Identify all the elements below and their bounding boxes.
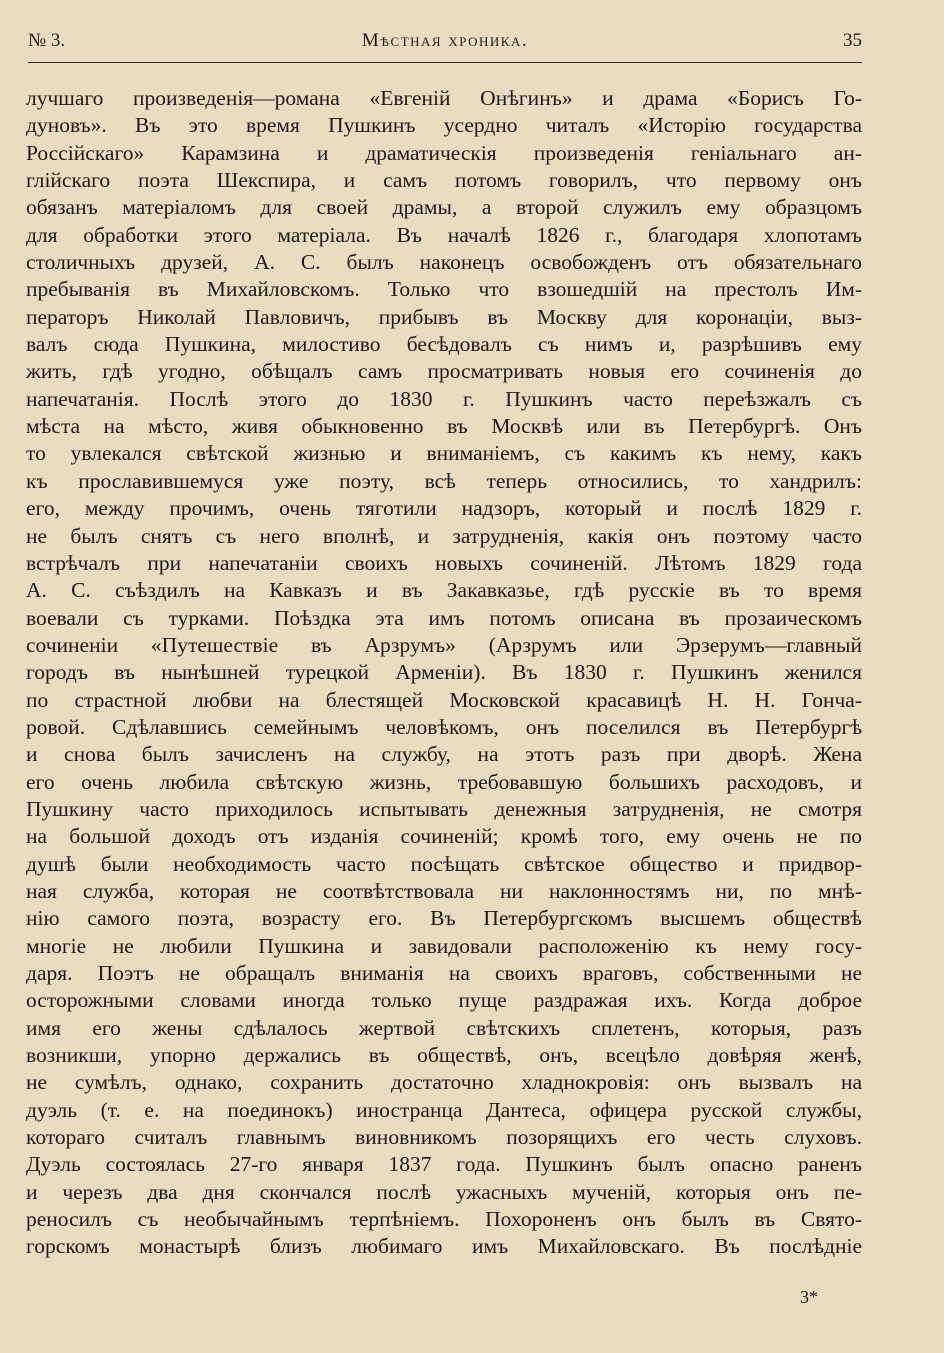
text-line: реносилъ съ необычайнымъ терпѣніемъ. Похороненъ онъ былъ въ Свято- [26,1207,862,1232]
text-line: дуновъ». Въ это время Пушкинъ усердно читалъ «Исторію государства [26,113,862,138]
text-line: мѣста на мѣсто, живя обыкновенно въ Москвѣ или въ Петербургѣ. Онъ [26,414,862,439]
text-line: котораго считалъ главнымъ виновникомъ позорящихъ его честь слуховъ. [26,1125,862,1150]
text-line: городъ въ нынѣшней турецкой Арменіи). Въ 1830 г. Пушкинъ женился [26,660,862,685]
text-line: душѣ были необходимость часто посѣщать свѣтское общество и придвор- [26,851,862,876]
page-number: 35 [843,30,862,51]
text-line: А. С. съѣздилъ на Кавказъ и въ Закавказье, гдѣ русскіе въ то время [26,578,862,603]
text-line: горскомъ монастырѣ близъ любимаго имъ Михайловскаго. Въ послѣдніе [26,1234,862,1259]
text-line: лучшаго произведенія—романа «Евгеній Онѣгинъ» и драма «Борисъ Го- [26,86,862,110]
text-line: его очень любила свѣтскую жизнь, требовавшую большихъ расходовъ, и [26,769,862,794]
text-line: Россійскаго» Карамзина и драматическія произведенія геніальнаго ан- [26,140,862,165]
text-line: жить, гдѣ угодно, обѣщалъ самъ просматривать новыя его сочиненія до [26,359,862,384]
text-line: на большой доходъ отъ изданія сочиненій; кромѣ того, ему очень не по [26,824,862,849]
text-line: не сумѣлъ, однако, сохранить достаточно хладнокровія: онъ вызвалъ на [26,1070,862,1095]
text-line: то увлекался свѣтской жизнью и вниманіемъ, съ какимъ къ нему, какъ [26,441,862,466]
text-line: возникши, упорно держались въ обществѣ, онъ, всецѣло довѣряя женѣ, [26,1043,862,1068]
text-line: осторожными словами иногда только пуще раздражая ихъ. Когда доброе [26,988,862,1013]
body-text [26,85,862,1261]
text-line: напечатанія. Послѣ этого до 1830 г. Пушкинъ часто переѣзжалъ съ [26,386,862,411]
text-line: по страстной любви на блестящей Московской красавицѣ Н. Н. Гонча- [26,687,862,712]
text-line: обязанъ матеріаломъ для своей драмы, а второй служилъ ему образцомъ [26,195,862,220]
printer-signature: 3* [800,1287,818,1307]
text-line: валъ сюда Пушкина, милостиво бесѣдовалъ съ нимъ и, разрѣшивъ ему [26,332,862,357]
text-line: глійскаго поэта Шекспира, и самъ потомъ говорилъ, что первому онъ [26,168,862,193]
text-line: его, между прочимъ, очень тяготили надзоръ, который и послѣ 1829 г. [26,496,862,521]
text-line: Дуэль состоялась 27-го января 1837 года. Пушкинъ былъ опасно раненъ [26,1152,862,1177]
text-line: ровой. Сдѣлавшись семейнымъ человѣкомъ, онъ поселился въ Петербургѣ [26,714,862,739]
page-header [28,28,862,63]
text-line: сочиненіи «Путешествіе въ Арзрумъ» (Арзрумъ или Эрзерумъ—главный [26,632,862,657]
running-title: Мѣстная хроника. [361,30,529,51]
text-line: столичныхъ друзей, А. С. былъ наконецъ освобожденъ отъ обязательнаго [26,250,862,275]
text-line: Пушкину часто приходилось испытывать денежныя затрудненія, не смотря [26,796,862,821]
issue-number: № 3. [28,30,66,51]
text-line: встрѣчалъ при напечатаніи своихъ новыхъ сочиненій. Лѣтомъ 1829 года [26,550,862,575]
text-line: многіе не любили Пушкина и завидовали расположенію къ нему госу- [26,933,862,958]
text-line: не былъ снятъ съ него вполнѣ, и затрудненія, какія онъ поэтому часто [26,523,862,548]
text-line: пребыванія въ Михайловскомъ. Только что взошедшій на престолъ Им- [26,277,862,302]
text-line: воевали съ турками. Поѣздка эта имъ потомъ описана въ прозаическомъ [26,605,862,630]
text-line: нію самого поэта, возрасту его. Въ Петербургскомъ высшемъ обществѣ [26,906,862,931]
text-line: дуэль (т. е. на поединокъ) иностранца Дантеса, офицера русской службы, [26,1097,862,1122]
text-line: для обработки этого матеріала. Въ началѣ 1826 г., благодаря хлопотамъ [26,222,862,247]
text-line: ператоръ Николай Павловичъ, прибывъ въ Москву для коронаціи, выз- [26,304,862,329]
text-line: и снова былъ зачисленъ на службу, на этотъ разъ при дворѣ. Жена [26,742,862,767]
text-line: ная служба, которая не соотвѣтствовала ни наклонностямъ ни, по мнѣ- [26,878,862,903]
text-line: къ прославившемуся уже поэту, всѣ теперь относились, то хандрилъ: [26,468,862,493]
text-line: даря. Поэтъ не обращалъ вниманія на своихъ враговъ, собственными не [26,961,862,985]
text-line: имя его жены сдѣлалось жертвой свѣтскихъ сплетенъ, которыя, разъ [26,1015,862,1040]
text-line: и черезъ два дня скончался послѣ ужасныхъ мученій, которыя онъ пе- [26,1179,862,1204]
